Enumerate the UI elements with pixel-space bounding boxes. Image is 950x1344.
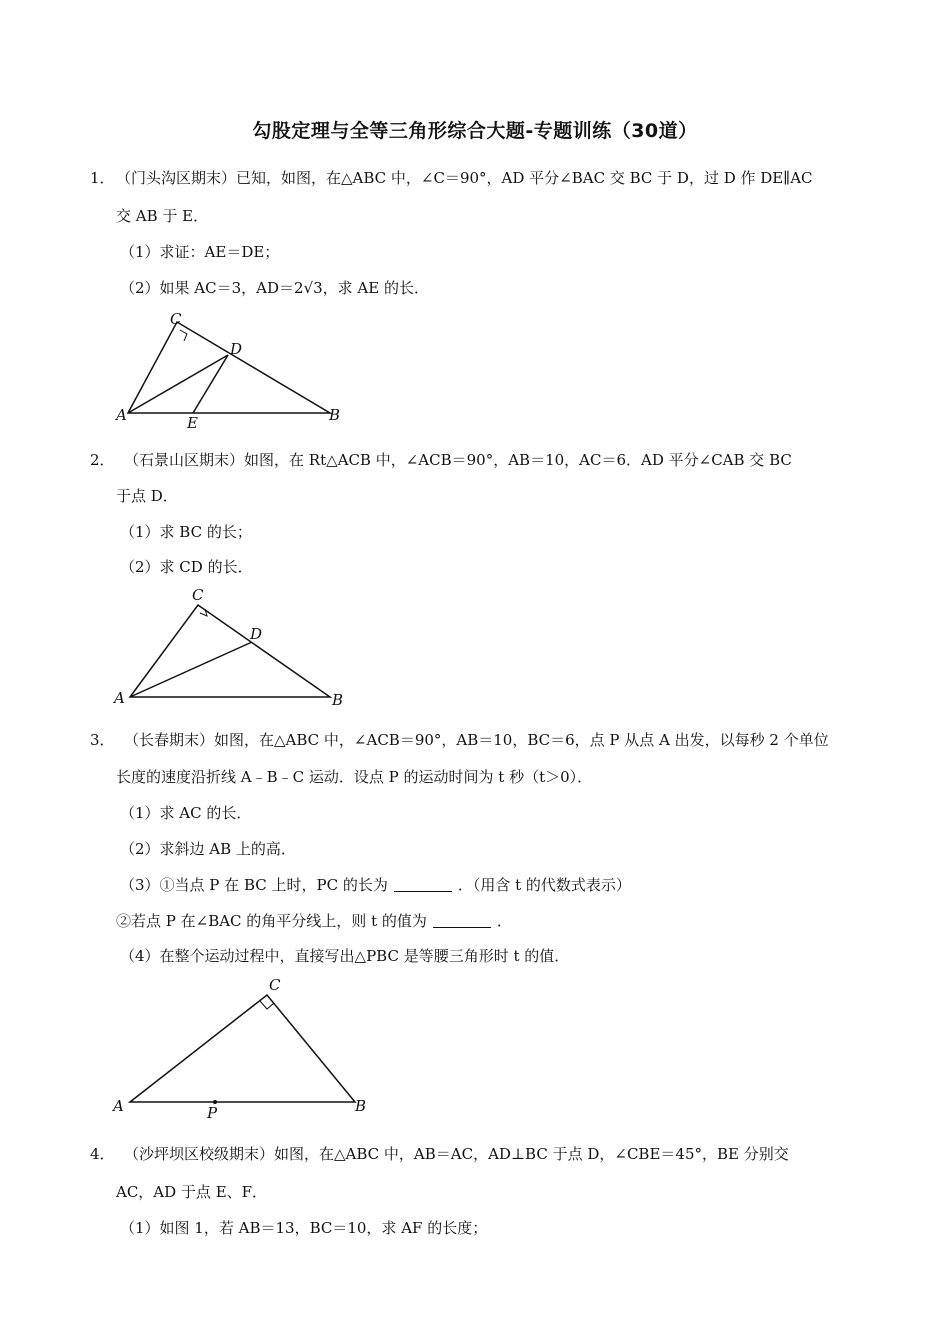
question-text [120,875,631,895]
problem-text: （长春期末）如图，在△ABC 中，∠ACB＝90°，AB＝10，BC＝6，点 P 从点 A 出发，以每秒 2 个单位 [124,731,829,749]
question-text: （2）求斜边 AB 上的高． [120,840,296,858]
figure-1 [110,310,350,430]
question-part: ②若点 P 在∠BAC 的角平分线上，则 t 的值为 [116,912,427,930]
problem-number: 1． [90,169,115,187]
vertex-label: D [250,625,263,643]
problem-number: 3． [90,731,115,749]
vertex-label: B [329,406,341,424]
question-part: ．（用含 t 的代数式表示） [457,876,631,894]
problem-text: （石景山区期末）如图，在 Rt△ACB 中，∠ACB＝90°，AB＝10，AC＝6．AD 平分∠CAB 交 BC [124,451,792,469]
problem-number: 2． [90,451,115,469]
vertex-label: B [332,691,344,709]
vertex-label: C [170,310,182,328]
answer-blank[interactable] [433,913,491,928]
figure-2 [110,585,350,710]
vertex-label: C [269,976,281,994]
vertex-label: B [355,1097,367,1115]
problem-text: （沙坪坝区校级期末）如图，在△ABC 中，AB＝AC，AD⊥BC 于点 D，∠CBE＝45°，BE 分别交 [124,1145,789,1163]
question-text [116,911,512,931]
vertex-label: C [192,586,204,604]
page-title: 勾股定理与全等三角形综合大题-专题训练（30道） [252,120,698,142]
question-text: （1）求 AC 的长． [120,804,252,822]
question-text: （1）如图 1，若 AB＝13，BC＝10，求 AF 的长度； [120,1219,488,1237]
problem-text: 交 AB 于 E． [116,207,209,225]
vertex-label: P [207,1104,218,1122]
vertex-label: A [114,689,125,707]
vertex-label: A [116,406,127,424]
answer-blank[interactable] [394,877,452,892]
problem-text: 长度的速度沿折线 A﹣B﹣C 运动．设点 P 的运动时间为 t 秒（t＞0）． [116,768,593,786]
question-text: （1）求 BC 的长； [120,523,252,541]
question-text: （4）在整个运动过程中，直接写出△PBC 是等腰三角形时 t 的值． [120,947,570,965]
question-part: （3）①当点 P 在 BC 上时，PC 的长为 [120,876,388,894]
question-text: （2）如果 AC＝3，AD＝2√3，求 AE 的长． [120,279,429,297]
vertex-label: E [187,414,198,432]
problem-text: 于点 D． [116,487,178,505]
question-text: （1）求证：AE＝DE； [120,243,280,261]
problem-number: 4． [90,1145,115,1163]
problem-text: （门头沟区期末）已知，如图，在△ABC 中，∠C＝90°，AD 平分∠BAC 交 BC 于 D，过 D 作 DE∥AC [116,169,813,187]
question-part: ． [496,912,512,930]
figure-3 [110,975,375,1120]
problem-text: AC，AD 于点 E、F． [116,1183,268,1201]
question-text: （2）求 CD 的长． [120,558,253,576]
vertex-label: D [230,340,243,358]
vertex-label: A [113,1097,124,1115]
